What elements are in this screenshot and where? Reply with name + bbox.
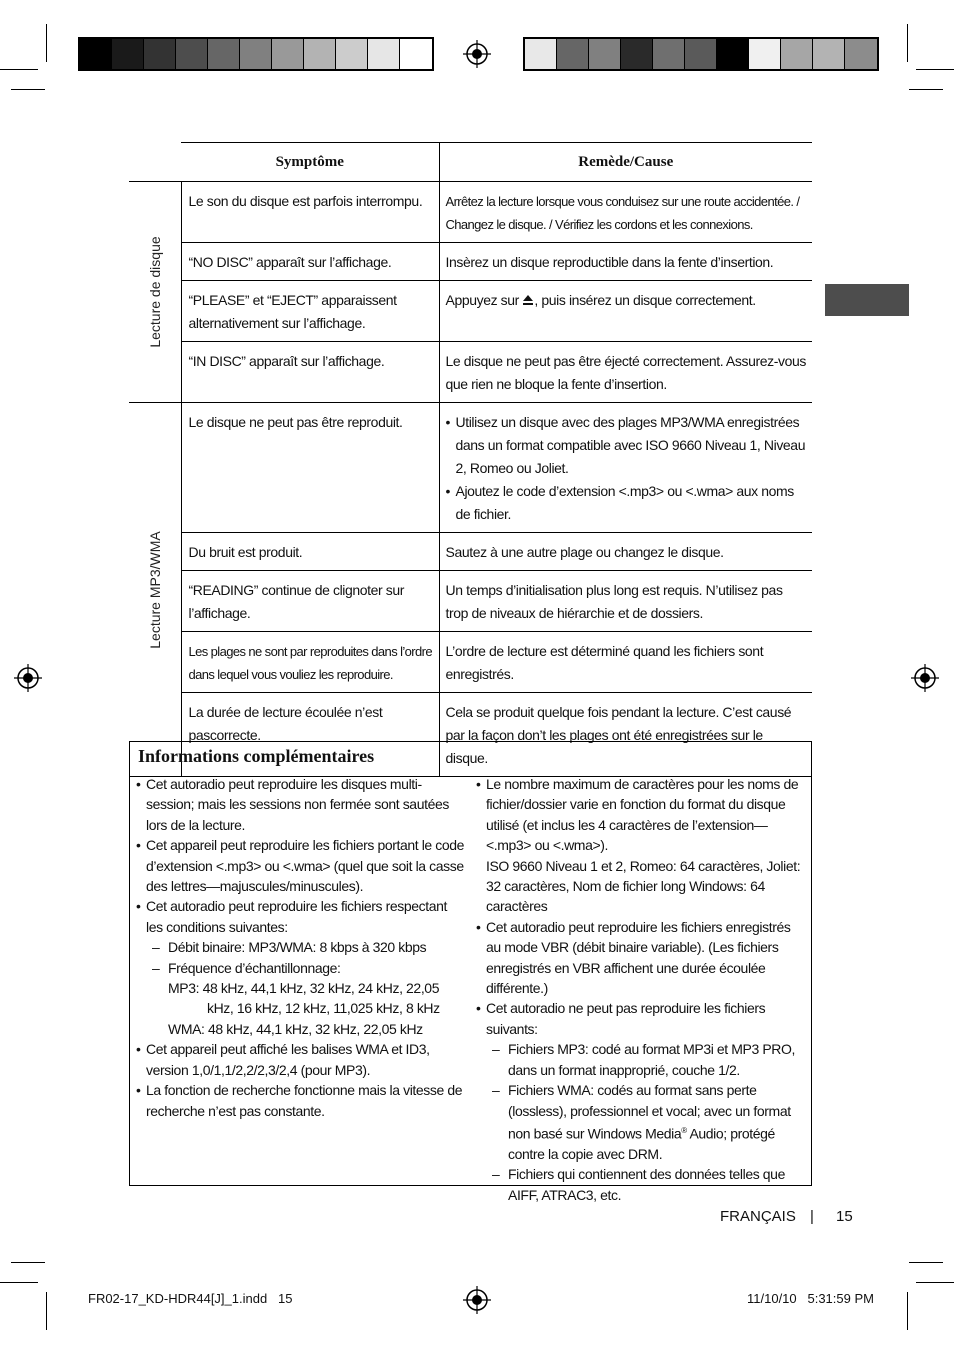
color-swatch [525, 39, 557, 69]
color-swatch [845, 39, 877, 69]
info-dash-item: – Fichiers MP3: codé au format MP3i et MP3 PRO, dans un format inapproprié, couche 1/2. [492, 1039, 806, 1080]
remedy-cell: Appuyez sur , puis insérez un disque correctement. [439, 281, 812, 342]
table-row [129, 243, 812, 281]
registration-mark-icon [463, 1286, 491, 1314]
color-swatch [80, 39, 112, 69]
symptom-cell: La durée de lecture écoulée n’est pascorrecte. [181, 693, 439, 777]
eject-icon [522, 294, 534, 306]
symptom-cell: Du bruit est produit. [181, 533, 439, 571]
remedy-cell: Insèrez un disque reproductible dans la fente d’insertion. [439, 243, 812, 281]
crop-mark [907, 1292, 908, 1330]
crop-mark [909, 89, 943, 90]
symptom-cell: Les plages ne sont par reproduites dans l’ordre dans lequel vous vouliez les reproduire. [181, 632, 439, 693]
info-bullet: • Cet autoradio peut reproduire les disques multi-session; mais les sessions non fermée sont sautées lors de la lecture. [136, 774, 466, 835]
slug-date: 11/10/10 5:31:59 PM [747, 1291, 874, 1306]
crop-mark [916, 69, 954, 70]
info-dash-item: – Fichiers qui contiennent des données telles que AIFF, ATRAC3, etc. [492, 1164, 806, 1205]
table-row [129, 632, 812, 693]
info-bullet: • La fonction de recherche fonctionne mais la vitesse de recherche n’est pas constante. [136, 1080, 466, 1121]
table-row [129, 281, 812, 342]
color-swatch [781, 39, 813, 69]
wma-rates: WMA: 48 kHz, 44,1 kHz, 32 kHz, 22,05 kHz [168, 1020, 423, 1037]
slug-filename: FR02-17_KD-HDR44[J]_1.indd 15 [88, 1291, 293, 1306]
color-swatch [749, 39, 781, 69]
symptom-cell: “IN DISC” apparaît sur l’affichage. [181, 342, 439, 403]
crop-mark [916, 1282, 954, 1283]
remedy-bullet: • Ajoutez le code d’extension <.mp3> ou <.wma> aux noms de fichier. [446, 480, 807, 526]
symptom-header: Symptôme [181, 143, 439, 182]
info-bullet: • Cet autoradio ne peut pas reproduire les fichiers suivants: – Fichiers MP3: codé au format MP3i et MP3 PRO, dans un format inapproprié, couche 1/2. – Fichiers WMA: codés au format sans perte (lossless), professionnel et vocal; avec un format non basé sur Windows Media® Audio; protégé contre la copie avec DRM. – Fichiers qui contiennent des données telles que AIFF, ATRAC3, etc. [476, 998, 806, 1205]
color-swatch [589, 39, 621, 69]
crop-mark [46, 24, 47, 62]
symptom-cell: Le son du disque est parfois interrompu. [181, 182, 439, 243]
group-label-disc: Lecture de disque [129, 182, 181, 403]
crop-mark [909, 1262, 943, 1263]
footer-separator: | [810, 1208, 814, 1225]
remedy-header: Remède/Cause [439, 143, 812, 182]
info-bullet: • Cet autoradio peut reproduire les fichiers respectant les conditions suivantes: – Débit binaire: MP3/WMA: 8 kbps à 320 kbps – Fréquence d’échantillonnage: MP3: 48 kHz, 44,1 kHz, 32 kHz, 24 kHz, 22,05 kHz, 16 kHz, 12 kHz, 11,025 kHz, 8 kHz WMA: 48 kHz, 44,1 kHz, 32 kHz, 22,05 kHz [136, 896, 466, 1039]
table-row [129, 342, 812, 403]
color-bar-right [523, 37, 879, 71]
crop-mark [907, 24, 908, 62]
symptom-cell: “NO DISC” apparaît sur l’affichage. [181, 243, 439, 281]
remedy-bullet: • Utilisez un disque avec des plages MP3/WMA enregistrées dans un format compatible avec ISO 9660 Niveau 1, Niveau 2, Romeo ou Joliet. [446, 411, 807, 480]
footer-language: FRANÇAIS [720, 1208, 796, 1225]
registration-mark-icon [463, 40, 491, 68]
page-number: 15 [836, 1208, 853, 1225]
section-tab [825, 284, 909, 316]
info-bullet: • Cet appareil peut reproduire les fichiers portant le code d’extension <.mp3> ou <.wma> (quel que soit la casse des lettres—majuscules/minuscules). [136, 835, 466, 896]
color-swatch [240, 39, 272, 69]
remedy-cell: Sautez à une autre plage ou changez le disque. [439, 533, 812, 571]
additional-info-box [129, 741, 812, 1203]
info-dash-item: – Débit binaire: MP3/WMA: 8 kbps à 320 kbps [152, 937, 466, 957]
color-swatch [813, 39, 845, 69]
info-right-column [476, 774, 806, 1205]
color-swatch [144, 39, 176, 69]
remedy-cell: Un temps d’initialisation plus long est requis. N’utilisez pas trop de niveaux de hiérarchie et de dossiers. [439, 571, 812, 632]
symptom-cell: “READING” continue de clignoter sur l’affichage. [181, 571, 439, 632]
symptom-cell: “PLEASE” et “EJECT” apparaissent alternativement sur l’affichage. [181, 281, 439, 342]
info-dash-item: – Fichiers WMA: codés au format sans perte (lossless), professionnel et vocal; avec un format non basé sur Windows Media® Audio; protégé contre la copie avec DRM. [492, 1080, 806, 1164]
color-swatch [208, 39, 240, 69]
remedy-cell: Arrêtez la lecture lorsque vous conduisez sur une route accidentée. / Changez le disque. / Vérifiez les cordons et les connexions. [439, 182, 812, 243]
info-title: Informations complémentaires [138, 746, 375, 766]
troubleshooting-table [129, 142, 812, 777]
table-row [129, 403, 812, 533]
crop-mark [0, 69, 38, 70]
color-swatch [336, 39, 368, 69]
crop-mark [46, 1292, 47, 1330]
color-swatch [176, 39, 208, 69]
registration-mark-icon [14, 664, 42, 692]
color-swatch [368, 39, 400, 69]
color-swatch [653, 39, 685, 69]
table-row [129, 571, 812, 632]
info-bullet: • Cet appareil peut affiché les balises WMA et ID3, version 1,0/1,1/2,2/2,3/2,4 (pour MP3). [136, 1039, 466, 1080]
color-swatch [304, 39, 336, 69]
color-swatch [112, 39, 144, 69]
table-row [129, 533, 812, 571]
info-left-column [136, 774, 466, 1121]
remedy-cell: L’ordre de lecture est déterminé quand les fichiers sont enregistrés. [439, 632, 812, 693]
crop-mark [11, 89, 45, 90]
mp3-rates: MP3: 48 kHz, 44,1 kHz, 32 kHz, 24 kHz, 22,05 kHz, 16 kHz, 12 kHz, 11,025 kHz, 8 kHz [168, 980, 440, 1017]
color-bar-left [78, 37, 434, 71]
group-label-mp3wma: Lecture MP3/WMA [129, 403, 181, 777]
remedy-cell: Le disque ne peut pas être éjecté correctement. Assurez-vous que rien ne bloque la fente d’insertion. [439, 342, 812, 403]
color-swatch [717, 39, 749, 69]
color-swatch [621, 39, 653, 69]
info-bullet: • Le nombre maximum de caractères pour les noms de fichier/dossier varie en fonction du format du disque utilisé (et inclus les 4 caractères de l’extension—<.mp3> ou <.wma>). ISO 9660 Niveau 1 et 2, Romeo: 64 caractères, Joliet: 32 caractères, Nom de fichier long Windows: 64 caractères [476, 774, 806, 917]
registration-mark-icon [911, 664, 939, 692]
remedy-cell: Cela se produit quelque fois pendant la lecture. C’est causé par la façon don’t les plages ont été enregistrées sur le disque. [439, 693, 812, 777]
color-swatch [272, 39, 304, 69]
table-row [129, 182, 812, 243]
info-dash-item: – Fréquence d’échantillonnage: MP3: 48 kHz, 44,1 kHz, 32 kHz, 24 kHz, 22,05 kHz, 16 kHz, 12 kHz, 11,025 kHz, 8 kHz WMA: 48 kHz, 44,1 kHz, 32 kHz, 22,05 kHz [152, 958, 466, 1040]
color-swatch [400, 39, 432, 69]
crop-mark [0, 1282, 38, 1283]
crop-mark [11, 1262, 45, 1263]
color-swatch [557, 39, 589, 69]
color-swatch [685, 39, 717, 69]
info-bullet: • Cet autoradio peut reproduire les fichiers enregistrés au mode VBR (débit binaire variable). (Les fichiers enregistrés en VBR affichent une durée écoulée différente.) [476, 917, 806, 999]
remedy-cell [439, 403, 812, 533]
table-header-row [129, 143, 812, 182]
symptom-cell: Le disque ne peut pas être reproduit. [181, 403, 439, 533]
